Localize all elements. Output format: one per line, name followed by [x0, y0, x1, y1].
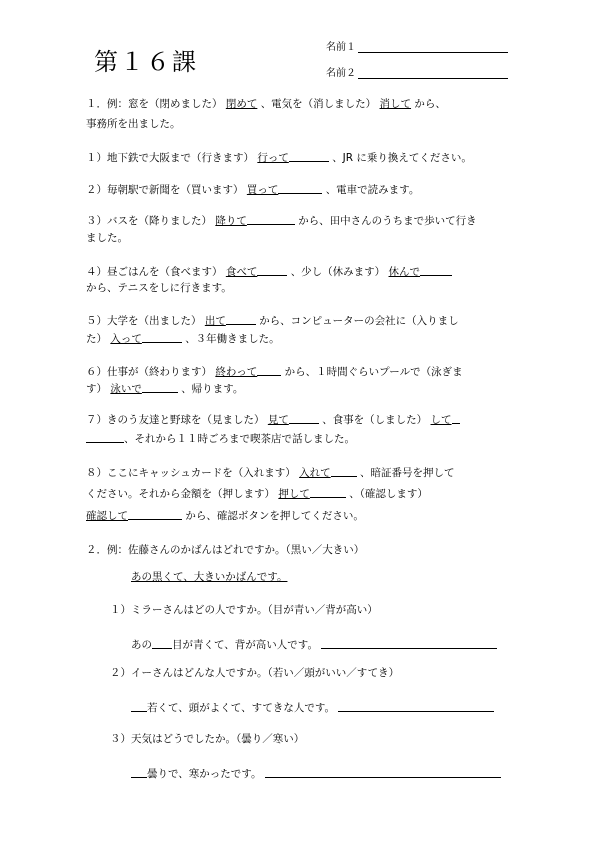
section2-question-3: ３）天気はどうでしたか。（曇り／寒い）: [110, 733, 305, 745]
answer-text: 出て: [204, 315, 226, 327]
question-text: 、JR に乗り換えてください。: [332, 152, 472, 164]
answer-blank[interactable]: [278, 182, 322, 194]
answer-blank[interactable]: [420, 264, 452, 276]
answer-text: 入って: [110, 333, 142, 345]
question-1-8: [86, 465, 509, 480]
page-title: 第１６課: [94, 48, 198, 76]
question-text: から、確認ボタンを押してください。: [185, 510, 364, 522]
question-text: 、（確認します）: [349, 488, 428, 500]
name-line-2[interactable]: [358, 67, 508, 79]
answer-text: 目が青くて、背が高い人です。: [172, 639, 318, 651]
question-1-8-cont-2: [86, 508, 509, 523]
question-1-7-cont: [86, 431, 509, 446]
answer-blank[interactable]: [289, 150, 329, 162]
answer-text: 入れて: [299, 467, 331, 479]
answer-line[interactable]: [321, 637, 497, 649]
example-text: 、電気を（消しました）: [260, 98, 377, 110]
question-text: ５）大学を（出ました）: [86, 315, 202, 327]
question-text: ８）ここにキャッシュカードを（入れます）: [86, 467, 296, 479]
question-1-6-cont: [86, 381, 509, 396]
section2-question-2: ２）イーさんはどんな人ですか。（若い／頭がいい／すてき）: [110, 667, 400, 679]
answer-blank[interactable]: [152, 637, 172, 649]
answer-text: 泳いで: [110, 383, 142, 395]
example-answer: 閉めて: [225, 98, 258, 110]
answer-blank[interactable]: [128, 508, 182, 520]
section2-question-1: １）ミラーさんはどの人ですか。（目が青い／背が高い）: [110, 604, 378, 616]
question-1-2: [86, 182, 509, 197]
answer-text: 行って: [257, 152, 289, 164]
answer-blank[interactable]: [131, 766, 147, 778]
answer-blank[interactable]: [142, 381, 178, 393]
answer-text: 確認して: [86, 510, 128, 522]
question-1-4: [86, 264, 509, 279]
name-label-1: 名前１: [326, 42, 356, 53]
example-answer: あの黒くて、大きいかばんです。: [131, 571, 288, 583]
answer-blank[interactable]: [257, 364, 281, 376]
question-text: 、それから１１時ごろまで喫茶店で話しました。: [124, 433, 355, 445]
example-answer: 消して: [379, 98, 412, 110]
example-text: １．例：窓を（閉めました）: [86, 98, 223, 110]
question-text: １）地下鉄で大阪まで（行きます）: [86, 152, 254, 164]
question-1-1: [86, 150, 509, 165]
name-line-1[interactable]: [358, 41, 508, 53]
question-1-5: [86, 313, 509, 328]
example-text: から、: [414, 98, 446, 110]
section2-answer-3: [131, 766, 501, 781]
answer-prefix: あの: [131, 639, 152, 651]
question-1-5-cont: [86, 331, 509, 346]
answer-blank[interactable]: [452, 412, 460, 424]
section2-answer-1: [131, 637, 497, 652]
answer-line[interactable]: [265, 766, 501, 778]
answer-text: 押して: [278, 488, 310, 500]
question-text: ７）きのう友達と野球を（見ました）: [86, 414, 265, 426]
answer-text: 若くて、頭がよくて、すてきな人です。: [147, 702, 336, 714]
answer-blank[interactable]: [86, 431, 124, 443]
answer-text: 見て: [267, 414, 289, 426]
answer-blank[interactable]: [257, 264, 287, 276]
answer-text: 曇りで、寒かったです。: [147, 768, 262, 780]
question-text: す）: [86, 383, 107, 395]
answer-text: 降りて: [215, 215, 247, 227]
example-line-2: 事務所を出ました。: [86, 118, 181, 130]
question-1-7: [86, 412, 509, 427]
question-text: 、食事を（しました）: [322, 414, 428, 426]
question-text: から、１時間ぐらいプールで（泳ぎま: [284, 366, 463, 378]
question-text: ２）毎朝駅で新聞を（買います）: [86, 184, 244, 196]
answer-text: して: [430, 414, 452, 426]
answer-blank[interactable]: [289, 412, 319, 424]
answer-blank[interactable]: [247, 213, 295, 225]
example-line: [86, 97, 509, 111]
question-1-6: [86, 364, 509, 379]
question-text: 、３年働きました。: [185, 333, 280, 345]
question-1-8-cont: [86, 486, 509, 501]
section2-example-answer: [131, 570, 509, 584]
question-text: 、電車で読みます。: [325, 184, 420, 196]
answer-text: 買って: [246, 184, 279, 196]
answer-line[interactable]: [338, 700, 494, 712]
question-text: ３）バスを（降りました）: [86, 215, 212, 227]
name-field-1[interactable]: [326, 38, 508, 53]
answer-text: 終わって: [215, 366, 258, 378]
question-text: ４）昼ごはんを（食べます）: [86, 266, 223, 278]
answer-blank[interactable]: [226, 313, 256, 325]
answer-text: 食べて: [225, 266, 258, 278]
answer-blank[interactable]: [131, 700, 147, 712]
question-1-4-cont: から、テニスをしに行きます。: [86, 282, 232, 294]
question-text: 、少し（休みます）: [290, 266, 386, 278]
question-1-3: [86, 213, 509, 228]
name-label-2: 名前２: [326, 68, 356, 79]
section2-answer-2: [131, 700, 494, 715]
question-text: から、田中さんのうちまで歩いて行き: [298, 215, 477, 227]
question-1-3-cont: ました。: [86, 232, 128, 244]
answer-blank[interactable]: [142, 331, 182, 343]
question-text: 、暗証番号を押して: [359, 467, 455, 479]
question-text: から、コンピューターの会社に（入りまし: [259, 315, 459, 327]
question-text: ください。それから金額を（押します）: [86, 488, 275, 500]
answer-text: 休んで: [388, 266, 421, 278]
question-text: ６）仕事が（終わります）: [86, 366, 212, 378]
section2-example-question: ２．例：佐藤さんのかばんはどれですか。（黒い／大きい）: [86, 544, 365, 556]
answer-blank[interactable]: [310, 486, 346, 498]
question-text: 、帰ります。: [181, 383, 244, 395]
question-text: た）: [86, 333, 107, 345]
name-field-2[interactable]: [326, 64, 508, 79]
answer-blank[interactable]: [331, 465, 357, 477]
